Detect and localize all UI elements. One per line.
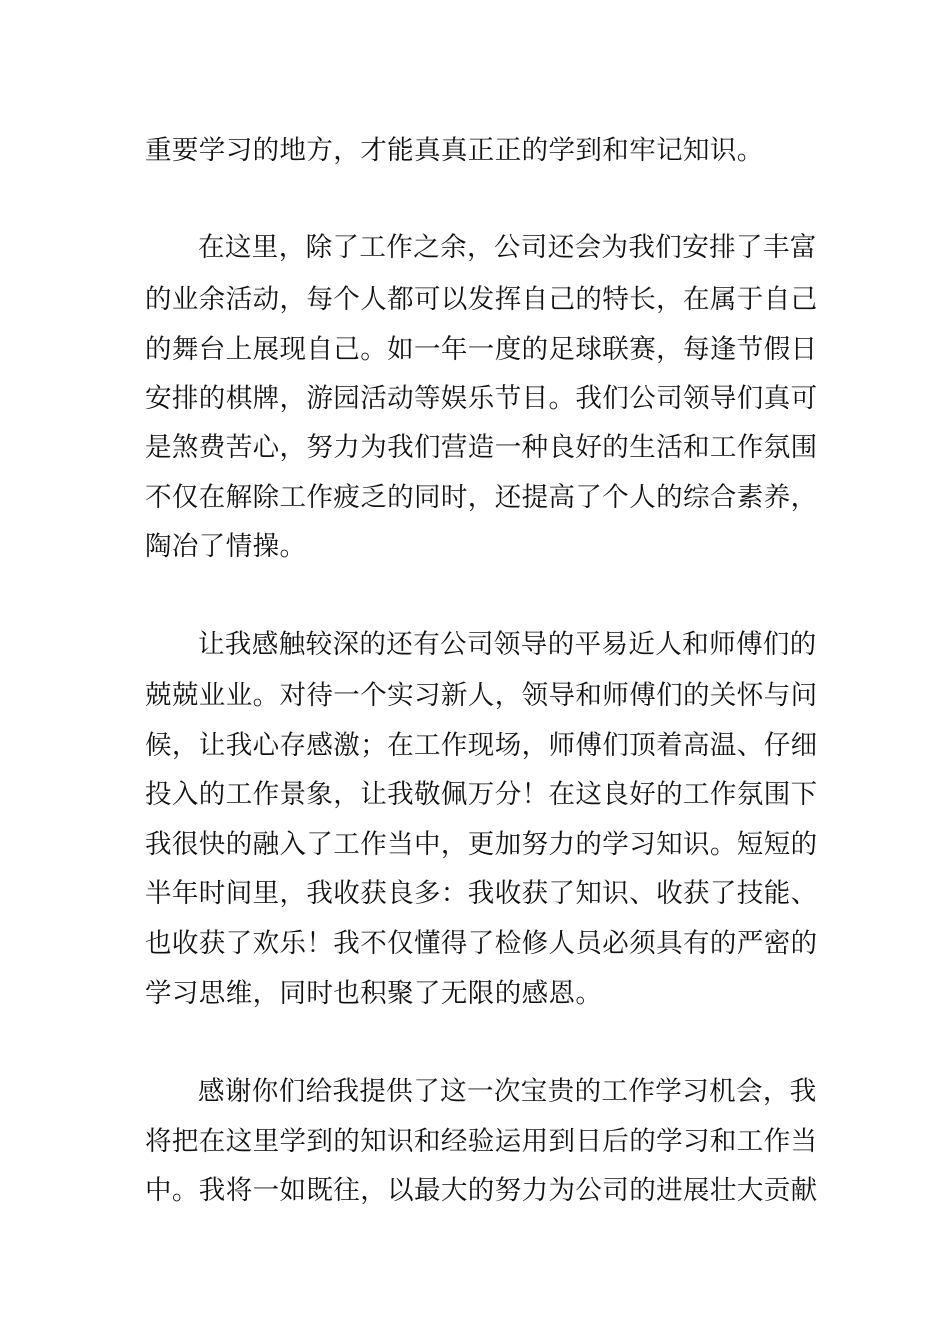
paragraph-line: 的舞台上展现自己。如一年一度的足球联赛，每逢节假日 xyxy=(145,334,818,365)
paragraph-line: 将把在这里学到的知识和经验运用到日后的学习和工作当 xyxy=(145,1126,818,1157)
paragraph-line: 投入的工作景象，让我敬佩万分！在这良好的工作氛围下 xyxy=(145,779,818,810)
paragraph-line: 也收获了欢乐！我不仅懂得了检修人员必须具有的严密的 xyxy=(145,928,818,959)
paragraph-line: 半年时间里，我收获良多：我收获了知识、收获了技能、 xyxy=(145,878,818,909)
paragraph-line: 让我感触较深的还有公司领导的平易近人和师傅们的 xyxy=(198,629,817,660)
paragraph-line: 陶冶了情操。 xyxy=(145,531,307,562)
paragraph-line: 是煞费苦心，努力为我们营造一种良好的生活和工作氛围 xyxy=(145,432,818,463)
paragraph-line: 我很快的融入了工作当中，更加努力的学习知识。短短的 xyxy=(145,829,818,860)
paragraph-line: 兢兢业业。对待一个实习新人，领导和师傅们的关怀与问 xyxy=(145,680,818,711)
paragraph-line: 在这里，除了工作之余，公司还会为我们安排了丰富 xyxy=(198,232,817,263)
paragraph-line: 感谢你们给我提供了这一次宝贵的工作学习机会，我 xyxy=(198,1076,817,1107)
paragraph-line: 学习思维，同时也积聚了无限的感恩。 xyxy=(145,978,603,1009)
paragraph-line: 不仅在解除工作疲乏的同时，还提高了个人的综合素养， xyxy=(145,482,818,513)
paragraph-line: 重要学习的地方，才能真真正正的学到和牢记知识。 xyxy=(145,135,764,166)
paragraph-line: 中。我将一如既往，以最大的努力为公司的进展壮大贡献 xyxy=(145,1175,818,1206)
paragraph-line: 候，让我心存感激；在工作现场，师傅们顶着高温、仔细 xyxy=(145,730,818,761)
paragraph-line: 安排的棋牌，游园活动等娱乐节目。我们公司领导们真可 xyxy=(145,383,818,414)
paragraph-line: 的业余活动，每个人都可以发挥自己的特长，在属于自己 xyxy=(145,284,818,315)
